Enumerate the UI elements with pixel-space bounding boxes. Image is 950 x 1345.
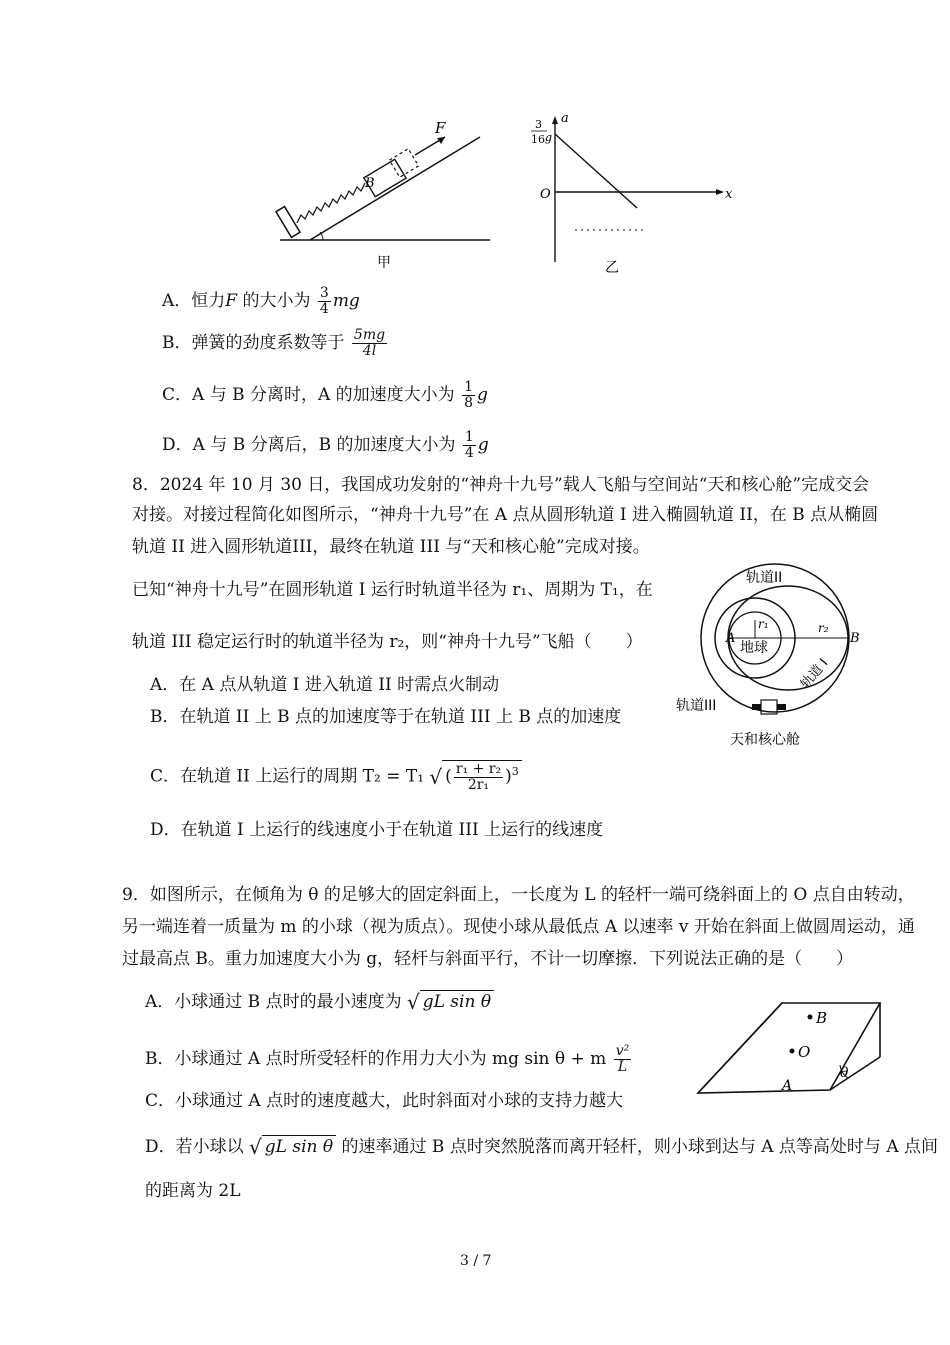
label-b-point: B — [850, 631, 860, 646]
page-number: 3 / 7 — [460, 1253, 492, 1269]
fraction: $\frac{1}{8}$ — [464, 379, 473, 411]
q9-option-c: C．小球通过 A 点时的速度越大，此时斜面对小球的支持力越大 — [145, 1091, 624, 1111]
label-orbit2: 轨道II — [746, 570, 783, 586]
caption-jia: 甲 — [377, 255, 391, 270]
label-station: 天和核心舱 — [730, 732, 800, 748]
tick-num: 3 — [535, 118, 542, 131]
q8-stem-line4: 已知“神舟十九号”在圆形轨道 I 运行时轨道半径为 r₁、周期为 T₁，在 — [132, 580, 653, 600]
sqrt-expression: gL sin θ — [262, 1135, 336, 1158]
label-earth: 地球 — [740, 640, 768, 656]
y-axis-label: a — [561, 112, 569, 126]
q8-stem-line5: 轨道 III 稳定运行时的轨道半径为 r₂，则“神舟十九号”飞船（ ） — [132, 632, 643, 652]
q8-stem-line1: 8．2024 年 10 月 30 日，我国成功发射的“神舟十九号”载人飞船与空间站“天和核心舱”完成交会 — [132, 475, 870, 495]
label-a: A — [782, 1078, 793, 1094]
label-F: F — [435, 119, 446, 137]
caption-yi: 乙 — [605, 260, 619, 276]
x-axis-label: x — [725, 187, 733, 202]
q9-option-d-line2: 的距离为 2L — [145, 1181, 241, 1201]
fraction: $\frac{\text{v²}}{L}$ — [615, 1043, 630, 1075]
figure-jia — [275, 115, 505, 270]
q8-option-b: B．在轨道 II 上 B 点的加速度等于在轨道 III 上 B 点的加速度 — [150, 707, 622, 727]
fraction: $\frac{3}{4}$ — [319, 285, 329, 317]
label-o: O — [798, 1043, 811, 1061]
tick-den: 16 — [531, 133, 545, 146]
q8-stem-line2: 对接。对接过程简化如图所示，“神舟十九号”在 A 点从圆形轨道 I 进入椭圆轨道 II，在 B 点从椭圆 — [132, 505, 879, 525]
fraction: $\frac{1}{4}$ — [464, 429, 474, 461]
label-r2: r₂ — [818, 621, 829, 635]
q9-option-d: D．若小球以 √ gL sin θ 的速率通过 B 点时突然脱落而离开轻杆，则小球到达与 A 点等高处时与 A 点间 — [145, 1135, 938, 1159]
q8-option-d: D．在轨道 I 上运行的线速度小于在轨道 III 上运行的线速度 — [150, 820, 604, 840]
q9-option-a: A．小球通过 B 点时的最小速度为 √ gL sin θ — [145, 990, 494, 1013]
tick-unit: g — [545, 131, 553, 144]
q9-stem-line2: 另一端连着一质量为 m 的小球（视为质点）。现使小球从最低点 A 以速率 v 开始在斜面上做圆周运动，通 — [122, 917, 915, 937]
q8-option-a: A．在 A 点从轨道 I 进入轨道 II 时需点火制动 — [150, 675, 500, 695]
label-b: B — [816, 1009, 828, 1027]
q9-stem-line3: 过最高点 B。重力加速度大小为 g，轻杆与斜面平行，不计一切摩擦．下列说法正确的是（ ） — [122, 949, 854, 969]
q8-stem-line3: 轨道 II 进入圆形轨道III，最终在轨道 III 与“天和核心舱”完成对接。 — [132, 537, 650, 557]
label-B: B — [365, 176, 375, 191]
incline-diagram — [690, 995, 890, 1100]
sqrt-expression: ( $\frac{\text{r₁ + r₂}}{\text{2r₁}}$ )$^3$ — [442, 760, 522, 793]
sqrt-expression: gL sin θ — [420, 990, 494, 1013]
label-a-point: A — [726, 631, 736, 646]
q7-option-b: B．弹簧的劲度系数等于 $\frac{5mg}{4l}$ — [162, 327, 386, 359]
origin-label: O — [540, 187, 551, 202]
orbit-diagram — [668, 560, 883, 755]
q7-option-c: C．A 与 B 分离时，A 的加速度大小为 $\frac{1}{8}$ g — [162, 379, 488, 411]
fraction: $\frac{\text{r₁ + r₂}}{\text{2r₁}}$ — [455, 760, 502, 793]
q8-option-c: C．在轨道 II 上运行的周期 T₂ = T₁ √ ( $\frac{\text{r₁ + r₂}}{\text{2r₁}}$ )$^3$ — [150, 760, 522, 793]
q9-stem-line1: 9．如图所示，在倾角为 θ 的足够大的固定斜面上，一长度为 L 的轻杆一端可绕斜面上的 O 点自由转动， — [122, 885, 915, 905]
label-theta: θ — [840, 1065, 849, 1081]
fraction: $\frac{5mg}{4l}$ — [353, 327, 386, 359]
label-r1: r₁ — [758, 617, 769, 631]
label-orbit1: 轨道 I — [798, 656, 832, 692]
q9-option-b: B．小球通过 A 点时所受轻杆的作用力大小为 mg sin θ + m $\frac{\text{v²}}{L}$ — [145, 1043, 630, 1075]
figure-yi — [525, 112, 745, 277]
q7-option-a: A．恒力F 的大小为 $\frac{3}{4}$ mg — [162, 285, 360, 317]
q7-option-d: D．A 与 B 分离后，B 的加速度大小为 $\frac{1}{4}$ g — [162, 429, 489, 461]
label-orbit3: 轨道III — [676, 698, 717, 714]
